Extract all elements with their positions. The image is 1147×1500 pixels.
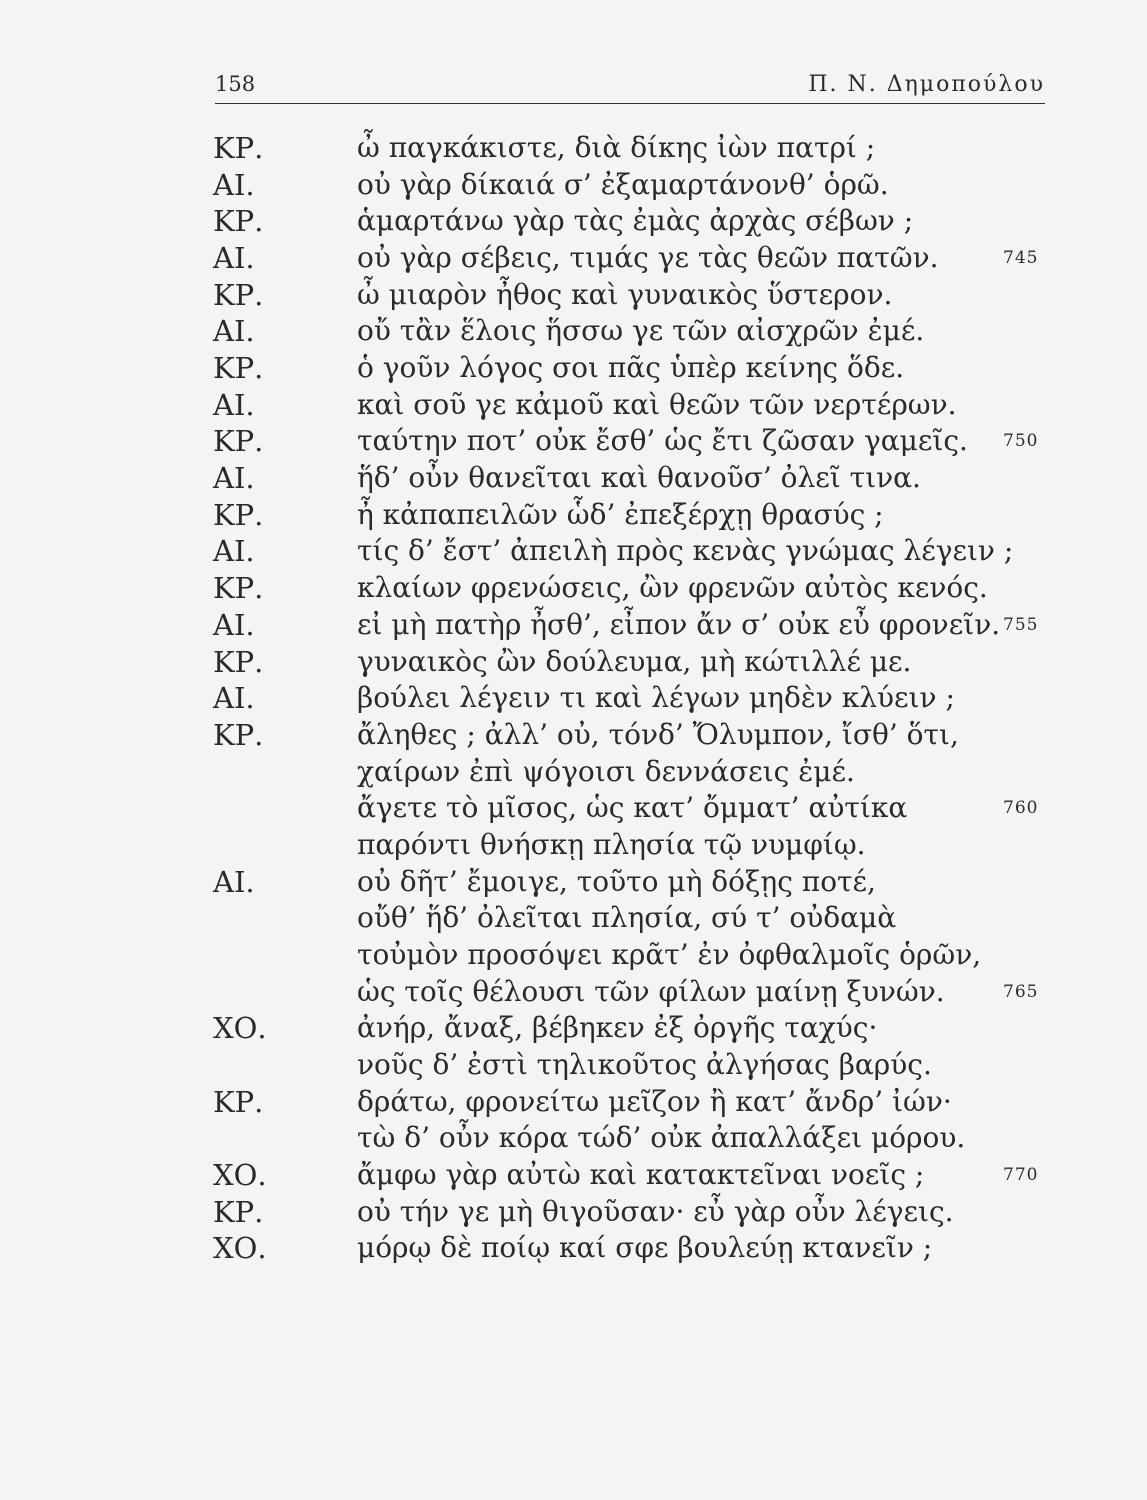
- verse-line: [0, 789, 1147, 827]
- verse-text: παρόντι θνήσκῃ πλησία τῷ νυμφίῳ.: [357, 827, 866, 861]
- verse-line: [0, 1009, 1147, 1047]
- running-head: Π. Ν. Δημοπούλου: [808, 72, 1045, 97]
- verse-line: [0, 129, 1147, 167]
- page-number: 158: [215, 72, 256, 96]
- verse-text: ἄμφω γὰρ αὐτὼ καὶ κατακτεῖναι νοεῖς ;: [357, 1158, 925, 1192]
- speaker-label: ΑΙ.: [213, 681, 255, 716]
- speaker-label: ΑΙ.: [213, 534, 255, 569]
- speaker-label: ΑΙ.: [213, 314, 255, 349]
- verse-text: τίς δ’ ἔστ’ ἀπειλὴ πρὸς κενὰς γνώμας λέγειν ;: [357, 534, 1014, 568]
- verse-line: [0, 459, 1147, 497]
- speaker-label: ΑΙ.: [213, 167, 255, 202]
- verse-line: [0, 202, 1147, 240]
- verse-line: [0, 1156, 1147, 1194]
- verse-line: [0, 1119, 1147, 1157]
- speaker-label: ΚΡ.: [213, 351, 264, 386]
- verse-text: γυναικὸς ὢν δούλευμα, μὴ κώτιλλέ με.: [357, 644, 912, 678]
- speaker-label: ΑΙ.: [213, 607, 255, 642]
- verse-line: [0, 753, 1147, 791]
- speaker-label: ΚΡ.: [213, 1084, 264, 1119]
- verse-text: ὡς τοῖς θέλουσι τῶν φίλων μαίνῃ ξυνών.: [357, 974, 945, 1008]
- verse-text: ἥδ’ οὖν θανεῖται καὶ θανοῦσ’ ὀλεῖ τινα.: [357, 461, 921, 495]
- verse-line: [0, 899, 1147, 937]
- verse-line: [0, 973, 1147, 1011]
- speaker-label: ΧΟ.: [213, 1158, 267, 1193]
- verse-text: ἄγετε τὸ μῖσος, ὡς κατ’ ὄμματ’ αὐτίκα: [357, 791, 908, 825]
- verse-text: τὼ δ’ οὖν κόρα τώδ’ οὐκ ἀπαλλάξει μόρου.: [357, 1121, 966, 1155]
- verse-line: [0, 386, 1147, 424]
- speaker-label: ΚΡ.: [213, 644, 264, 679]
- speaker-label: ΚΡ.: [213, 424, 264, 459]
- verse-line: [0, 1046, 1147, 1084]
- verse-line: [0, 349, 1147, 387]
- speaker-label: ΚΡ.: [213, 497, 264, 532]
- verse-line: [0, 239, 1147, 277]
- speaker-label: ΚΡ.: [213, 571, 264, 606]
- speaker-label: ΑΙ.: [213, 387, 255, 422]
- verse-line: [0, 1229, 1147, 1267]
- verse-text: μόρῳ δὲ ποίῳ καί σφε βουλεύῃ κτανεῖν ;: [357, 1231, 933, 1265]
- verse-line: [0, 606, 1147, 644]
- speaker-label: ΧΟ.: [213, 1231, 267, 1266]
- verse-line: [0, 422, 1147, 460]
- line-number: 770: [1003, 1165, 1039, 1186]
- verse-text: οὐ γὰρ σέβεις, τιμάς γε τὰς θεῶν πατῶν.: [357, 241, 939, 275]
- verse-line: [0, 496, 1147, 534]
- verse-text: ὁ γοῦν λόγος σοι πᾶς ὑπὲρ κείνης ὅδε.: [357, 351, 905, 385]
- verse-line: [0, 166, 1147, 204]
- verse-text: οὐ τήν γε μὴ θιγοῦσαν· εὖ γὰρ οὖν λέγεις.: [357, 1194, 954, 1228]
- verse-line: [0, 1083, 1147, 1121]
- verse-text: ἀνήρ, ἄναξ, βέβηκεν ἐξ ὀργῆς ταχύς·: [357, 1011, 878, 1045]
- verse-text: τοὐμὸν προσόψει κρᾶτ’ ἐν ὀφθαλμοῖς ὁρῶν,: [357, 937, 982, 971]
- verse-line: [0, 276, 1147, 314]
- line-number: 750: [1003, 431, 1039, 452]
- verse-text: νοῦς δ’ ἐστὶ τηλικοῦτος ἀλγήσας βαρύς.: [357, 1048, 932, 1081]
- line-number: 755: [1003, 614, 1039, 635]
- verse-text: οὐ γὰρ δίκαιά σ’ ἐξαμαρτάνονθ’ ὁρῶ.: [357, 167, 889, 201]
- verse-text: οὐ δῆτ’ ἔμοιγε, τοῦτο μὴ δόξῃς ποτέ,: [357, 864, 876, 898]
- verse-text: ὦ παγκάκιστε, διὰ δίκης ἰὼν πατρί ;: [357, 131, 876, 164]
- speaker-label: ΚΡ.: [213, 277, 264, 312]
- verse-text: ἦ κἀπαπειλῶν ὧδ’ ἐπεξέρχῃ θρασύς ;: [357, 497, 884, 531]
- verse-text: χαίρων ἐπὶ ψόγοισι δεννάσεις ἐμέ.: [357, 754, 855, 788]
- line-number: 765: [1003, 981, 1039, 1002]
- verse-line: [0, 826, 1147, 864]
- verse-text: οὔ τἂν ἕλοις ἥσσω γε τῶν αἰσχρῶν ἐμέ.: [357, 314, 925, 348]
- verse-text: δράτω, φρονείτω μεῖζον ἢ κατ’ ἄνδρ’ ἰών·: [357, 1084, 952, 1118]
- verse-line: [0, 1193, 1147, 1231]
- verse-line: [0, 569, 1147, 607]
- verse-text: βούλει λέγειν τι καὶ λέγων μηδὲν κλύειν ;: [357, 681, 955, 715]
- verse-text: κλαίων φρενώσεις, ὢν φρενῶν αὐτὸς κενός.: [357, 571, 988, 605]
- verse-line: [0, 312, 1147, 350]
- line-number: 745: [1003, 248, 1039, 269]
- verse-text: ἁμαρτάνω γὰρ τὰς ἐμὰς ἀρχὰς σέβων ;: [357, 204, 914, 238]
- verse-text: ἄληθες ; ἀλλ’ οὐ, τόνδ’ Ὄλυμπον, ἴσθ’ ὅτι,: [357, 717, 959, 751]
- speaker-label: ΑΙ.: [213, 241, 255, 276]
- speaker-label: ΚΡ.: [213, 131, 264, 165]
- speaker-label: ΚΡ.: [213, 717, 264, 752]
- verse-line: [0, 863, 1147, 901]
- speaker-label: ΑΙ.: [213, 864, 255, 899]
- verse-line: [0, 936, 1147, 974]
- verse-text: οὔθ’ ἥδ’ ὀλεῖται πλησία, σύ τ’ οὐδαμὰ: [357, 901, 897, 935]
- verse-line: [0, 643, 1147, 681]
- verse-line: [0, 679, 1147, 717]
- speaker-label: ΚΡ.: [213, 1194, 264, 1229]
- verse-text: ὦ μιαρὸν ἦθος καὶ γυναικὸς ὕστερον.: [357, 277, 893, 311]
- verse-line: [0, 532, 1147, 570]
- verse-line: [0, 716, 1147, 754]
- verse-text: καὶ σοῦ γε κἀμοῦ καὶ θεῶν τῶν νερτέρων.: [357, 387, 957, 421]
- verse-text: ταύτην ποτ’ οὐκ ἔσθ’ ὡς ἔτι ζῶσαν γαμεῖς.: [357, 424, 968, 458]
- speaker-label: ΑΙ.: [213, 461, 255, 496]
- line-number: 760: [1003, 798, 1039, 819]
- speaker-label: ΚΡ.: [213, 204, 264, 239]
- verse-text: εἰ μὴ πατὴρ ἦσθ’, εἶπον ἄν σ’ οὐκ εὖ φρονεῖν.: [357, 607, 1001, 641]
- speaker-label: ΧΟ.: [213, 1011, 267, 1046]
